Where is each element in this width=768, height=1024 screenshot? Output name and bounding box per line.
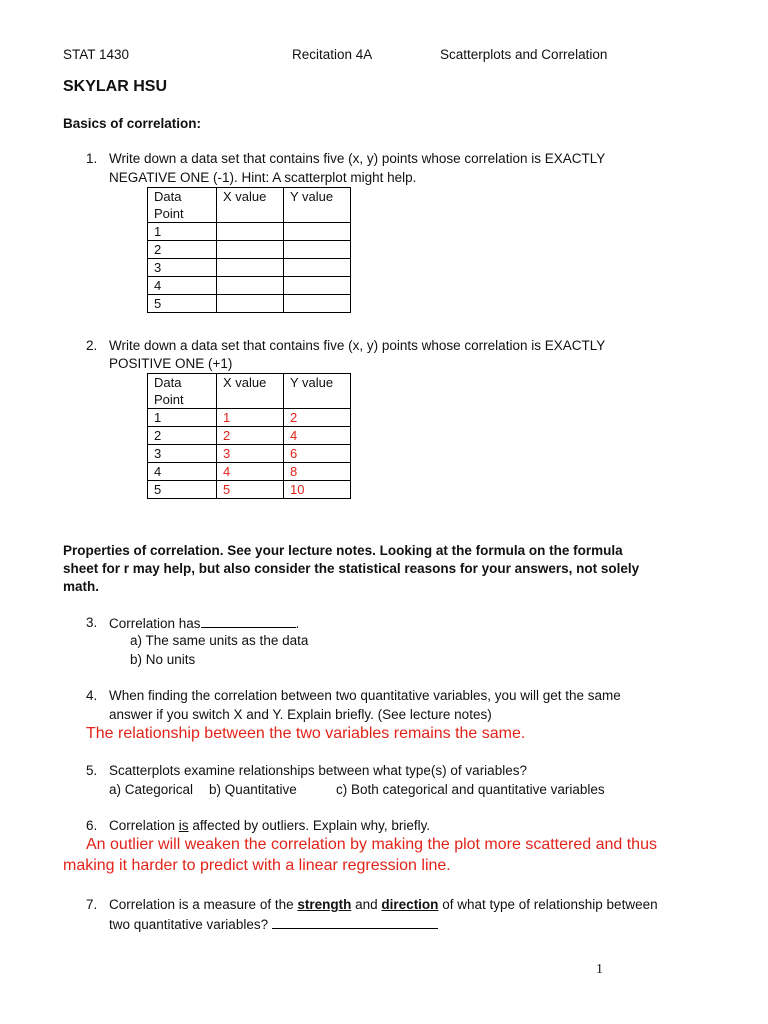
- table-row: [148, 295, 351, 313]
- cell-y[interactable]: [284, 295, 351, 313]
- q6-answer-line2: making it harder to predict with a linear regression line.: [63, 857, 451, 874]
- topic-label: Scatterplots and Correlation: [440, 47, 608, 62]
- table-row: [148, 481, 351, 499]
- header-y-value: Y value: [284, 188, 351, 223]
- section-heading-basics: Basics of correlation:: [63, 116, 202, 131]
- q3-text: Correlation has: [109, 616, 201, 631]
- q6-text-emph: is: [178, 818, 189, 833]
- q3-line: [109, 615, 299, 631]
- section-heading-properties-line3: math.: [63, 579, 100, 594]
- q6-text-after: affected by outliers. Explain why, briefly.: [192, 818, 431, 833]
- cell-x[interactable]: [217, 223, 284, 241]
- q7-answer-blank[interactable]: [272, 916, 438, 929]
- cell-y[interactable]: 6: [284, 445, 351, 463]
- cell-point: 4: [148, 463, 217, 481]
- table-header-row: [148, 374, 351, 409]
- table-row: [148, 259, 351, 277]
- cell-y[interactable]: [284, 241, 351, 259]
- cell-point: 5: [148, 481, 217, 499]
- page-number: 1: [596, 962, 603, 977]
- q7-number: 7.: [86, 897, 98, 912]
- q5-number: 5.: [86, 763, 98, 778]
- cell-point: 3: [148, 445, 217, 463]
- q4-answer: The relationship between the two variables remains the same.: [86, 725, 526, 742]
- table-row: [148, 427, 351, 445]
- q7-word-direction: direction: [381, 897, 439, 912]
- cell-point: 2: [148, 241, 217, 259]
- q5-option-b[interactable]: b) Quantitative: [209, 782, 297, 797]
- cell-x[interactable]: 3: [217, 445, 284, 463]
- cell-x[interactable]: 4: [217, 463, 284, 481]
- q6-number: 6.: [86, 818, 98, 833]
- table-row: [148, 277, 351, 295]
- q7-word-strength: strength: [297, 897, 352, 912]
- header-data-point: Data Point: [148, 374, 217, 409]
- section-heading-properties-line1: Properties of correlation. See your lecture notes. Looking at the formula on the formula: [63, 543, 623, 558]
- q5-text: Scatterplots examine relationships between what type(s) of variables?: [109, 763, 527, 778]
- q7-text-line1: [109, 897, 658, 912]
- table-row: [148, 409, 351, 427]
- q1-number: 1.: [86, 151, 98, 166]
- q7-text-before: Correlation is a measure of the: [109, 897, 294, 912]
- cell-point: 1: [148, 223, 217, 241]
- cell-x[interactable]: [217, 241, 284, 259]
- cell-x[interactable]: [217, 259, 284, 277]
- cell-y[interactable]: 8: [284, 463, 351, 481]
- q5-option-a[interactable]: a) Categorical: [109, 782, 194, 797]
- q1-text-line1: Write down a data set that contains five (x, y) points whose correlation is EXACTLY: [109, 151, 606, 166]
- cell-point: 5: [148, 295, 217, 313]
- q6-text: [109, 818, 430, 833]
- recitation-label: Recitation 4A: [292, 47, 373, 62]
- table-row: [148, 445, 351, 463]
- q7-text-and: and: [355, 897, 378, 912]
- cell-y[interactable]: [284, 277, 351, 295]
- section-heading-properties-line2: sheet for r may help, but also consider the statistical reasons for your answers, not solely: [63, 561, 640, 576]
- cell-x[interactable]: [217, 277, 284, 295]
- cell-x[interactable]: 1: [217, 409, 284, 427]
- q6-text-before: Correlation: [109, 818, 176, 833]
- table-row: [148, 241, 351, 259]
- cell-x[interactable]: 5: [217, 481, 284, 499]
- q2-number: 2.: [86, 338, 98, 353]
- header-data-point: Data Point: [148, 188, 217, 223]
- q3-suffix: .: [295, 616, 300, 631]
- cell-y[interactable]: 10: [284, 481, 351, 499]
- cell-point: 4: [148, 277, 217, 295]
- q7-text-line2: [109, 916, 438, 932]
- student-name: SKYLAR HSU: [63, 78, 168, 95]
- q1-text-line2: NEGATIVE ONE (-1). Hint: A scatterplot might help.: [109, 170, 417, 185]
- q2-table: [147, 373, 351, 499]
- q7-line2: two quantitative variables?: [109, 917, 269, 932]
- cell-y[interactable]: [284, 259, 351, 277]
- cell-x[interactable]: [217, 295, 284, 313]
- q5-option-c[interactable]: c) Both categorical and quantitative variables: [336, 782, 605, 797]
- q4-text-line2: answer if you switch X and Y. Explain briefly. (See lecture notes): [109, 707, 492, 722]
- q3-option-b[interactable]: b) No units: [130, 652, 196, 667]
- course-code: STAT 1430: [63, 47, 130, 62]
- header-y-value: Y value: [284, 374, 351, 409]
- table-row: [148, 463, 351, 481]
- table-header-row: [148, 188, 351, 223]
- q1-table: [147, 187, 351, 313]
- q4-number: 4.: [86, 688, 98, 703]
- q6-answer-line1: An outlier will weaken the correlation by making the plot more scattered and thus: [86, 836, 657, 853]
- q7-text-after: of what type of relationship between: [442, 897, 658, 912]
- q3-answer-blank[interactable]: [201, 615, 296, 628]
- cell-y[interactable]: 4: [284, 427, 351, 445]
- cell-point: 1: [148, 409, 217, 427]
- cell-y[interactable]: 2: [284, 409, 351, 427]
- q2-text-line2: POSITIVE ONE (+1): [109, 356, 233, 371]
- cell-point: 3: [148, 259, 217, 277]
- q3-number: 3.: [86, 615, 98, 630]
- q2-text-line1: Write down a data set that contains five (x, y) points whose correlation is EXACTLY: [109, 338, 606, 353]
- cell-y[interactable]: [284, 223, 351, 241]
- cell-point: 2: [148, 427, 217, 445]
- cell-x[interactable]: 2: [217, 427, 284, 445]
- header-x-value: X value: [217, 374, 284, 409]
- q3-option-a[interactable]: a) The same units as the data: [130, 633, 309, 648]
- header-x-value: X value: [217, 188, 284, 223]
- q4-text-line1: When finding the correlation between two quantitative variables, you will get the same: [109, 688, 621, 703]
- table-row: [148, 223, 351, 241]
